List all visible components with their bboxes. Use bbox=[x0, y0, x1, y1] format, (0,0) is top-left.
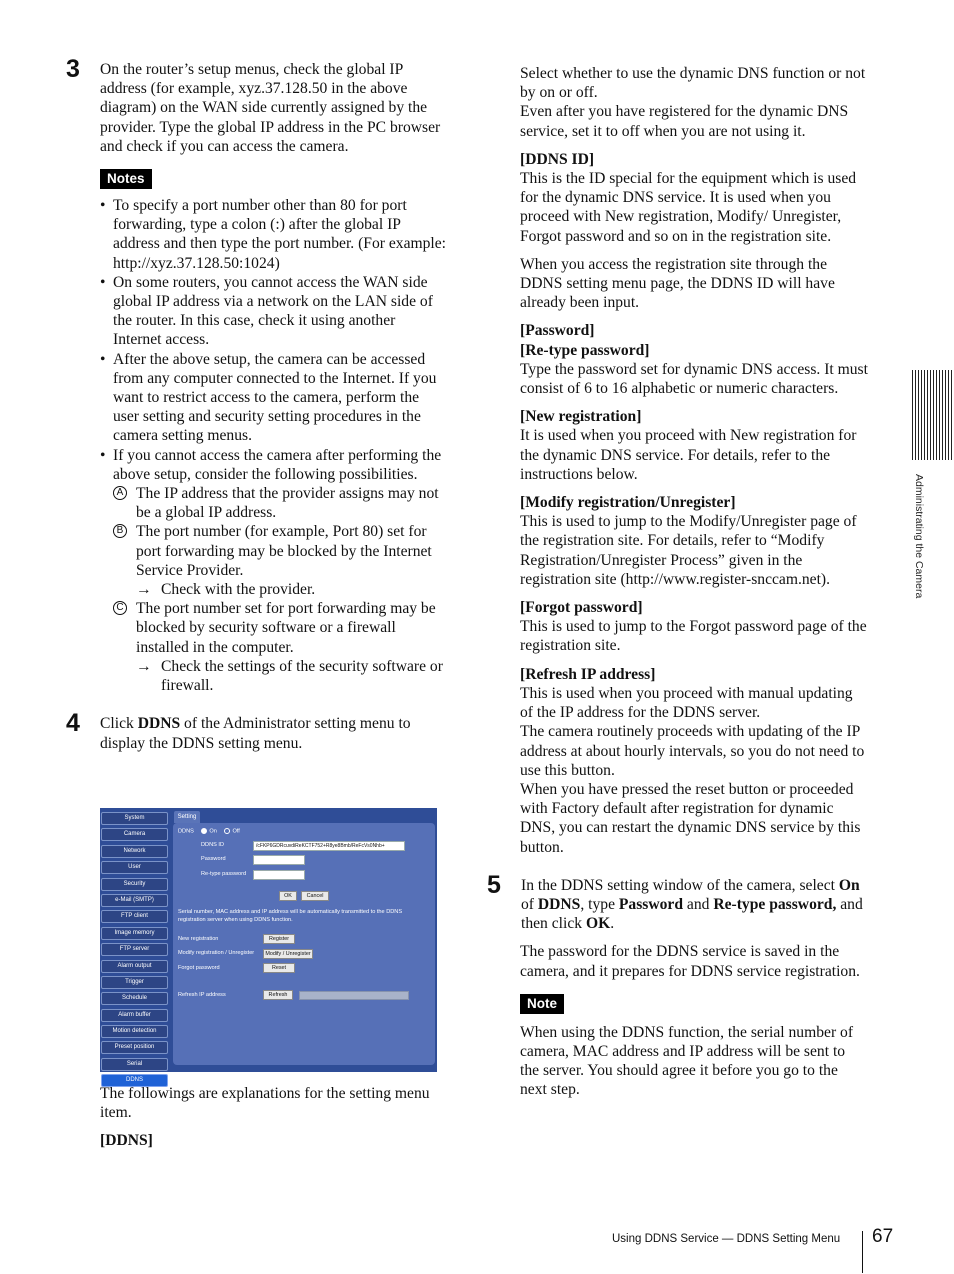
step-number: 5 bbox=[487, 870, 501, 899]
followings-text: The followings are explanations for the setting menu item. bbox=[100, 1085, 430, 1122]
bold-on: On bbox=[838, 876, 860, 894]
left-column-bottom bbox=[100, 1084, 440, 1151]
menu-item-schedule[interactable]: Schedule bbox=[101, 992, 168, 1005]
new-registration-label: New registration bbox=[178, 936, 219, 942]
bold-ddns: DDNS bbox=[537, 895, 581, 913]
ddns-settings-screenshot bbox=[100, 808, 437, 1084]
arrow-instruction: → Check the settings of the security software or firewall. bbox=[136, 657, 446, 695]
text-run: of the Administrator setting menu to display the DDNS setting menu. bbox=[100, 715, 411, 752]
bold-password: Password bbox=[618, 895, 684, 913]
chapter-tab-stripes bbox=[912, 370, 954, 460]
chapter-tab-label bbox=[909, 474, 927, 644]
radio-on-label: On bbox=[209, 828, 217, 835]
possibility-text: The port number (for example, Port 80) set for port forwarding may be blocked by the Internet Service Provider. bbox=[136, 523, 432, 579]
page-number: 67 bbox=[872, 1226, 894, 1247]
refresh-ip-label: Refresh IP address bbox=[178, 992, 226, 998]
intro-text-2: Even after you have registered for the dynamic DNS service, set it to off when you are not using it. bbox=[520, 103, 849, 140]
menu-item-user[interactable]: User bbox=[101, 861, 168, 874]
possibility-c bbox=[113, 599, 446, 695]
menu-item-image-memory[interactable]: Image memory bbox=[101, 927, 168, 940]
circled-letter-c: C bbox=[113, 601, 127, 615]
radio-on[interactable] bbox=[201, 828, 207, 834]
new-registration-text: It is used when you proceed with New registration for the dynamic DNS service. For details, refer to the instructions below. bbox=[520, 427, 857, 483]
intro-text-1: Select whether to use the dynamic DNS function or not by on or off. bbox=[520, 65, 866, 102]
ddns-row bbox=[178, 828, 240, 834]
possibility-text: The port number set for port forwarding may be blocked by security software or a firewall installed in the computer. bbox=[136, 600, 436, 656]
step-number: 4 bbox=[66, 709, 80, 738]
text-run: Click bbox=[100, 715, 138, 733]
ddns-id-value: /cFKP6GDRcuvdiReKCTF752+R8ye8Bmb/ReFcVs0Nhb+ bbox=[256, 843, 385, 849]
bold-ok: OK bbox=[585, 915, 611, 933]
note-item: • On some routers, you cannot access the WAN side global IP address via a network on the LAN side of the router. In this case, check it using another Internet access. bbox=[113, 273, 446, 350]
refresh-text-2: The camera routinely proceeds with updating of the IP address at about hourly intervals, so you do not need to use this button. bbox=[520, 723, 865, 779]
password-field[interactable] bbox=[253, 855, 305, 865]
right-column bbox=[487, 64, 868, 1100]
radio-off-label: Off bbox=[232, 828, 240, 835]
text-run: of bbox=[521, 895, 538, 913]
notes-list bbox=[66, 196, 446, 695]
menu-item-alarm-output[interactable]: Alarm output bbox=[101, 960, 168, 973]
ddns-id-field[interactable] bbox=[253, 841, 405, 851]
modify-heading: [Modify registration/Unregister] bbox=[520, 494, 736, 512]
modify-unregister-button[interactable]: Modify / Unregister bbox=[263, 949, 313, 959]
text-run: In the DDNS setting window of the camera, select bbox=[521, 876, 839, 894]
menu-item-trigger[interactable]: Trigger bbox=[101, 976, 168, 989]
menu-item-system[interactable]: System bbox=[101, 812, 168, 825]
menu-item-ftp-client[interactable]: FTP client bbox=[101, 910, 168, 923]
menu-item-security[interactable]: Security bbox=[101, 878, 168, 891]
ddns-id-text: This is the ID special for the equipment which is used for the dynamic DNS service. It is used when you proceed with New registration, Modify/ Unregister, Forgot password and so on in the registration site. bbox=[520, 170, 857, 245]
menu-item-ftp-server[interactable]: FTP server bbox=[101, 943, 168, 956]
menu-item-ddns[interactable]: DDNS bbox=[101, 1074, 168, 1087]
menu-item-alarm-buffer[interactable]: Alarm buffer bbox=[101, 1009, 168, 1022]
saved-text: The password for the DDNS service is saved in the camera, and it prepares for DDNS service registration. bbox=[520, 943, 860, 980]
refresh-text-1: This is used when you proceed with manual updating of the IP address for the DDNS server. bbox=[520, 684, 853, 722]
text-run: . bbox=[610, 915, 615, 933]
ddns-id-heading: [DDNS ID] bbox=[520, 150, 595, 168]
note-text: When using the DDNS function, the serial number of camera, MAC address and IP address will be sent to the server. You should agree it before you go to the next step. bbox=[520, 1023, 854, 1099]
note-item-text: If you cannot access the camera after performing the above setup, consider the following possibilities. bbox=[113, 446, 442, 483]
retype-password-field[interactable] bbox=[253, 870, 305, 880]
retype-password-heading: [Re-type password] bbox=[520, 341, 650, 359]
bold-retype-password: Re-type password, bbox=[713, 895, 837, 913]
cancel-button[interactable]: Cancel bbox=[301, 891, 329, 901]
ddns-id-label: DDNS ID bbox=[201, 842, 224, 848]
modify-registration-label: Modify registration / Unregister bbox=[178, 950, 255, 956]
ddns-bold: DDNS bbox=[137, 715, 181, 733]
footer-divider bbox=[862, 1231, 863, 1273]
modify-text: This is used to jump to the Modify/Unregister page of the registration site. For details, refer to “Modify Registration/Unregister Process” given in the registration site (http://www.register-snccam.net). bbox=[520, 513, 857, 588]
password-heading: [Password] bbox=[520, 322, 595, 340]
register-button[interactable]: Register bbox=[263, 934, 295, 944]
note-item: • To specify a port number other than 80 for port forwarding, type a colon (:) after the global IP address and then type the port number. (For example: http://xyz.37.128.50:1024) bbox=[113, 196, 446, 273]
menu-item-motion-detection[interactable]: Motion detection bbox=[101, 1025, 168, 1038]
refresh-progress-bar bbox=[299, 991, 409, 1000]
serial-notice: Serial number, MAC address and IP address will be automatically transmitted to the DDNS registration server when using DDNS function. bbox=[178, 909, 403, 923]
notes-label: Notes bbox=[100, 169, 152, 189]
password-text: Type the password set for dynamic DNS access. It must consist of 6 to 16 alphabetic or numeric characters. bbox=[520, 360, 868, 398]
ddns-heading: [DDNS] bbox=[100, 1132, 153, 1150]
left-column bbox=[66, 55, 447, 753]
radio-off[interactable] bbox=[224, 828, 230, 834]
refresh-ip-heading: [Refresh IP address] bbox=[520, 665, 656, 683]
note-label: Note bbox=[520, 994, 564, 1014]
step-4 bbox=[66, 709, 446, 752]
step-4-text bbox=[100, 714, 446, 752]
circled-letter-b: B bbox=[113, 524, 127, 538]
possibility-a bbox=[113, 484, 446, 522]
new-registration-heading: [New registration] bbox=[520, 408, 642, 426]
menu-item-network[interactable]: Network bbox=[101, 845, 168, 858]
menu-item-camera[interactable]: Camera bbox=[101, 828, 168, 841]
footer-title: Using DDNS Service — DDNS Setting Menu bbox=[612, 1233, 841, 1245]
ddns-id-text-2: When you access the registration site through the DDNS setting menu page, the DDNS ID will have already been input. bbox=[520, 255, 835, 312]
menu-item-preset-position[interactable]: Preset position bbox=[101, 1041, 168, 1054]
ddns-setting-panel bbox=[173, 823, 435, 1065]
retype-password-label: Re-type password bbox=[201, 871, 247, 877]
possibility-text: The IP address that the provider assigns may not be a global IP address. bbox=[136, 485, 439, 522]
step-5 bbox=[487, 870, 868, 934]
step-number: 3 bbox=[66, 55, 80, 83]
admin-menu bbox=[100, 812, 168, 1091]
forgot-password-heading: [Forgot password] bbox=[520, 599, 643, 617]
reset-button[interactable]: Reset bbox=[263, 963, 295, 973]
ok-button[interactable]: OK bbox=[279, 891, 297, 901]
arrow-instruction: → Check with the provider. bbox=[136, 580, 446, 599]
menu-item-serial[interactable]: Serial bbox=[101, 1058, 168, 1071]
text-run: , type bbox=[580, 895, 619, 913]
password-label: Password bbox=[201, 856, 226, 862]
text-run: and bbox=[683, 895, 714, 913]
ddns-label: DDNS bbox=[178, 828, 194, 835]
step-3 bbox=[66, 55, 446, 156]
step-3-text: On the router’s setup menus, check the global IP address (for example, xyz.37.128.50 in the above diagram) on the WAN side currently assigned by the provider. Type the global IP address in the PC browser and check if you can access the camera. bbox=[100, 61, 441, 155]
refresh-button[interactable]: Refresh bbox=[263, 990, 293, 1000]
forgot-password-text: This is used to jump to the Forgot password page of the registration site. bbox=[520, 618, 867, 655]
chapter-tab-text: Administrating the Camera bbox=[913, 474, 925, 599]
possibility-b bbox=[113, 522, 446, 599]
note-item bbox=[113, 446, 446, 696]
tab-setting[interactable]: Setting bbox=[174, 811, 200, 823]
text-run: and then click bbox=[521, 895, 863, 933]
menu-item-email[interactable]: e-Mail (SMTP) bbox=[101, 894, 168, 907]
refresh-text-3: When you have pressed the reset button or proceeded with Factory default after registration for dynamic DNS, you can restart the dynamic DNS service by this button. bbox=[520, 780, 861, 856]
forgot-password-label: Forgot password bbox=[178, 965, 220, 971]
step-5-text bbox=[521, 876, 868, 934]
circled-letter-a: A bbox=[113, 486, 127, 500]
note-item: • After the above setup, the camera can be accessed from any computer connected to the Internet. If you want to restrict access to the camera, perform the user setting and security setting procedures in the camera setting menus. bbox=[113, 350, 446, 446]
